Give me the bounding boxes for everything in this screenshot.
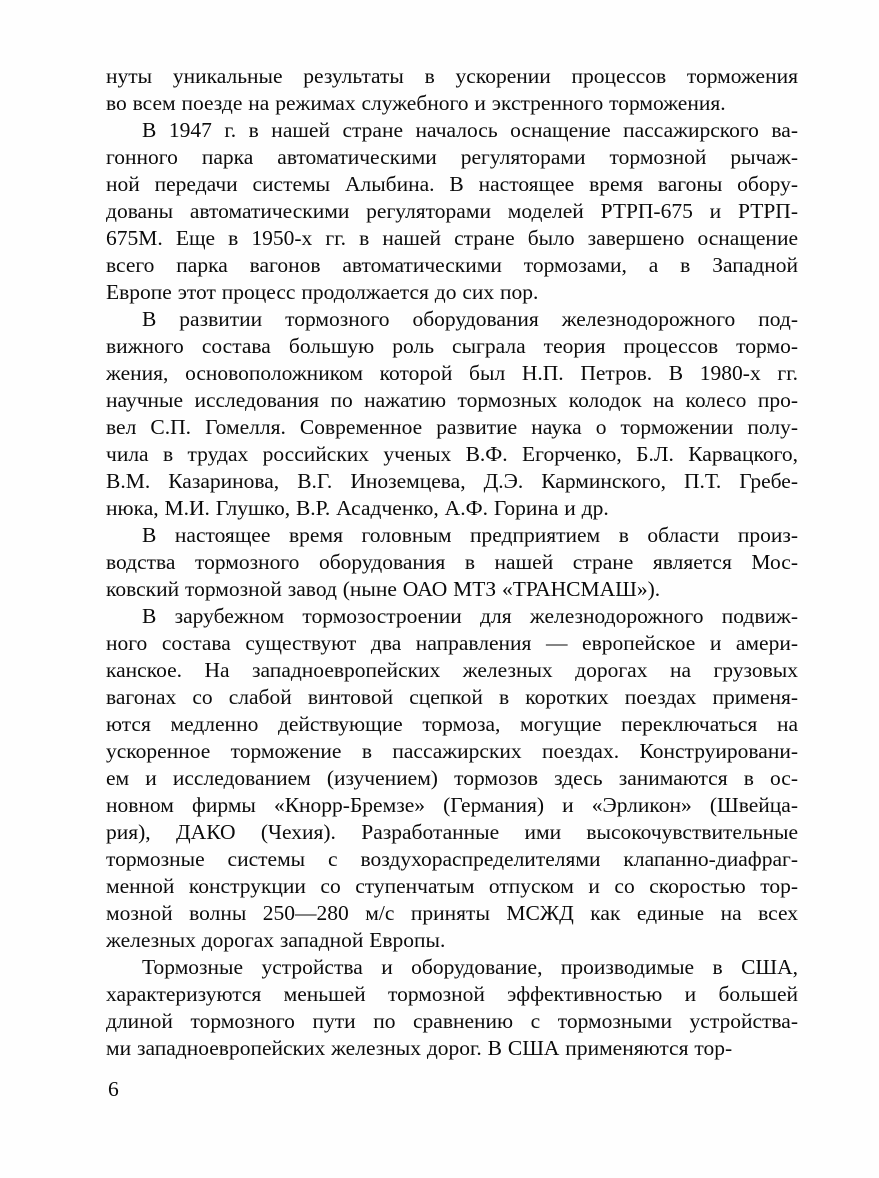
text-line: ми западноевропейских железных дорог. В США применяются тор- bbox=[106, 1036, 733, 1060]
text-line: железных дорогах западной Европы. bbox=[106, 928, 446, 952]
text-line: новном фирмы «Кнорр-Бремзе» (Германия) и «Эрликон» (Швейца- bbox=[106, 793, 798, 817]
text-line: длиной тормозного пути по сравнению с тормозными устройства- bbox=[106, 1009, 798, 1033]
body-text bbox=[106, 63, 798, 1062]
text-line: мозной волны 250—280 м/с приняты МСЖД как единые на всех bbox=[106, 901, 798, 925]
text-line: 675М. Еще в 1950-х гг. в нашей стране было завершено оснащение bbox=[106, 226, 798, 250]
text-line: жения, основоположником которой был Н.П. Петров. В 1980-х гг. bbox=[106, 361, 798, 385]
text-line: канское. На западноевропейских железных дорогах на грузовых bbox=[106, 658, 798, 682]
text-line: водства тормозного оборудования в нашей стране является Мос- bbox=[106, 550, 798, 574]
paragraph bbox=[106, 954, 798, 1062]
page-number: 6 bbox=[108, 1077, 119, 1101]
text-line: вел С.П. Гомелля. Современное развитие наука о торможении полу- bbox=[106, 415, 798, 439]
text-line: Тормозные устройства и оборудование, производимые в США, bbox=[142, 955, 798, 979]
text-line: В настоящее время головным предприятием в области произ- bbox=[142, 523, 798, 547]
text-line: гонного парка автоматическими регуляторами тормозной рычаж- bbox=[106, 145, 798, 169]
text-line: ются медленно действующие тормоза, могущие переключаться на bbox=[106, 712, 798, 736]
text-line: характеризуются меньшей тормозной эффективностью и большей bbox=[106, 982, 798, 1006]
text-line: менной конструкции со ступенчатым отпуском и со скоростью тор- bbox=[106, 874, 798, 898]
paragraph bbox=[106, 117, 798, 306]
text-line: вагонах со слабой винтовой сцепкой в коротких поездах применя- bbox=[106, 685, 798, 709]
text-line: рия), ДАКО (Чехия). Разработанные ими высокочувствительные bbox=[106, 820, 798, 844]
text-line: вижного состава большую роль сыграла теория процессов тормо- bbox=[106, 334, 798, 358]
text-line: ной передачи системы Алыбина. В настоящее время вагоны обору- bbox=[106, 172, 798, 196]
text-line: всего парка вагонов автоматическими тормозами, а в Западной bbox=[106, 253, 798, 277]
text-line: нюка, М.И. Глушко, В.Р. Асадченко, А.Ф. Горина и др. bbox=[106, 496, 609, 520]
text-line: тормозные системы с воздухораспределителями клапанно-диафраг- bbox=[106, 847, 798, 871]
text-line: ковский тормозной завод (ныне ОАО МТЗ «ТРАНСМАШ»). bbox=[106, 577, 661, 601]
text-line: Европе этот процесс продолжается до сих пор. bbox=[106, 280, 539, 304]
paragraph bbox=[106, 63, 798, 117]
text-line: научные исследования по нажатию тормозных колодок на колесо про- bbox=[106, 388, 798, 412]
text-line: ного состава существуют два направления — европейское и амери- bbox=[106, 631, 798, 655]
text-line: В 1947 г. в нашей стране началось оснащение пассажирского ва- bbox=[142, 118, 798, 142]
paragraph bbox=[106, 522, 798, 603]
text-line: В.М. Казаринова, В.Г. Иноземцева, Д.Э. Карминского, П.Т. Гребе- bbox=[106, 469, 798, 493]
text-line: В зарубежном тормозостроении для железнодорожного подвиж- bbox=[142, 604, 798, 628]
text-line: ускоренное торможение в пассажирских поездах. Конструировани- bbox=[106, 739, 798, 763]
text-line: ем и исследованием (изучением) тормозов здесь занимаются в ос- bbox=[106, 766, 798, 790]
paragraph bbox=[106, 306, 798, 522]
text-line: нуты уникальные результаты в ускорении процессов торможения bbox=[106, 64, 798, 88]
text-line: во всем поезде на режимах служебного и экстренного торможения. bbox=[106, 91, 726, 115]
text-line: чила в трудах российских ученых В.Ф. Егорченко, Б.Л. Карвацкого, bbox=[106, 442, 798, 466]
text-line: В развитии тормозного оборудования железнодорожного под- bbox=[142, 307, 798, 331]
paragraph bbox=[106, 603, 798, 954]
text-line: дованы автоматическими регуляторами моделей РТРП-675 и РТРП- bbox=[106, 199, 798, 223]
